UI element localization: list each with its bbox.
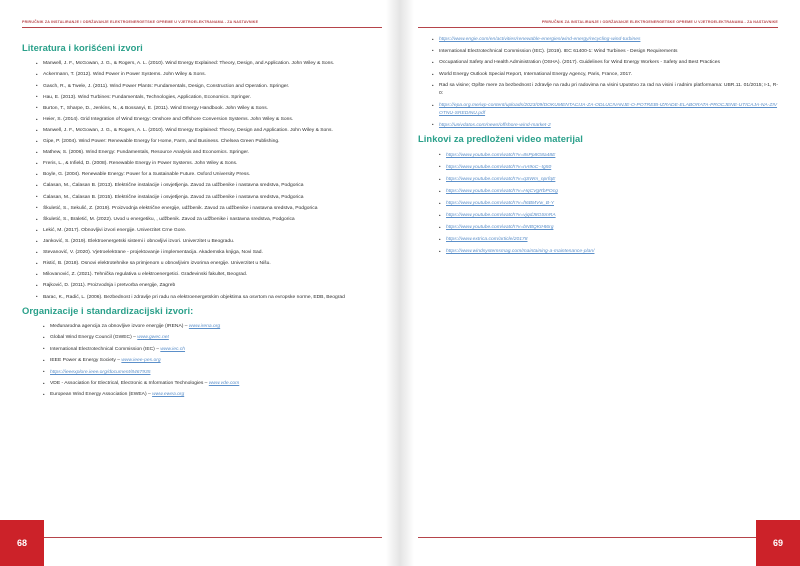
reference-item: • Gasch, R., & Twele, J. (2011). Wind Power Plants: Fundamentals, Design, Construction and Operation. Springer. [38, 83, 382, 91]
reference-item: • Barac, K., Radić, L. (2006). Bezbednost i zdravlje pri radu na elektroenergetskim objektima sa osvrtom na evropske norme, EDB, Beograd [38, 294, 382, 302]
video-link-item [441, 248, 778, 256]
video-link-item [441, 224, 778, 232]
left-page-content [22, 42, 382, 403]
reference-item [434, 36, 778, 44]
organization-item [45, 391, 382, 399]
external-link[interactable]: https://www.youtube.com/watch?v=qSWm_nprfqE [446, 176, 556, 182]
external-link[interactable]: www.gwec.net [137, 335, 169, 341]
literature-heading: Literatura i korišćeni izvori [22, 42, 143, 53]
external-link[interactable]: www.irena.org [188, 323, 221, 329]
external-link[interactable]: www.vde.com [208, 381, 240, 386]
external-link[interactable]: https://epa.org.me/wp-content/uploads/2023/09/DOKUMENTACIJA-ZA-ODLUCIVANJE-O-POTREBI-IZRADE-ELABORATA-PROCJENE-UTICAJA-NA-ZIVOTNU-SREDINU.pdf [439, 103, 778, 117]
running-head-text: PRIRUČNIK ZA INSTALIRANJE I ODRŽAVANJE ELEKTROENERGETSKE OPREME U VJETROELEKTRANAMA - ZA NASTAVNIKE [541, 20, 778, 24]
reference-text: World Energy Outlook Special Report, International Energy Agency, Paris, France, 2017. [439, 71, 633, 77]
reference-item [434, 82, 778, 98]
reference-item: • Manwell, J. F., McGowan, J. G., & Rogers, A. L. (2010). Wind Energy Explained: Theory, Design and Application. John Wiley & Sons. [38, 127, 382, 135]
reference-item: • Manwell, J. F., McGowan, J. G., & Rogers, A. L. (2010). Wind Energy Explained: Theory, Design, and Application. John Wiley & Sons. [38, 60, 382, 68]
organization-label: International Electrotechnical Commission (IEC) – [50, 346, 161, 352]
reference-item: • Mathew, S. (2006). Wind Energy: Fundamentals, Resource Analysis and Economics. Springer. [38, 149, 382, 157]
reference-item: • Ackermann, T. (2012). Wind Power in Power Systems. John Wiley & Sons. [38, 71, 382, 79]
organization-label: European Wind Energy Association (EWEA) – [50, 392, 153, 398]
reference-item: • Rajković, D. (2011). Proizvodnja i pretvorba energije, Zagreb [38, 282, 382, 290]
organizations-heading: Organizacije i standardizacijski izvori: [22, 304, 194, 316]
reference-item [434, 48, 778, 56]
external-link[interactable]: www.iec.ch [160, 346, 186, 352]
continued-references-list [418, 36, 778, 130]
page-number-left: 68 [0, 520, 44, 566]
reference-item: • Stevanović, V. (2020). Vjetroelektrane - projektovanje i implementacija. Akademska knjiga, Novi Sad. [38, 249, 382, 257]
reference-item: • Lekić, M. (2017). Obnovljivi izvori energije. Univerzitet Crne Gore. [38, 227, 382, 235]
external-link[interactable]: www.ieee-pes.org [121, 358, 161, 364]
video-link-item [441, 236, 778, 244]
video-link-item [441, 200, 778, 208]
organization-label: IEEE Power & Energy Society – [50, 358, 122, 364]
reference-item [434, 122, 778, 130]
running-head-left [22, 21, 382, 28]
right-page-content [418, 36, 778, 261]
video-link-item [441, 212, 778, 220]
reference-item: • Hau, E. (2013). Wind Turbines: Fundamentals, Technologies, Application, Economics. Springer. [38, 94, 382, 102]
reference-item: • Škuletić, S., Sekulić, Z. (2019). Proizvodnja električne energije, udžbenik. Zavod za udžbenike i nastavna sredstva, Podgorica [38, 205, 382, 213]
external-link[interactable]: https://www.engie.com/en/activities/renewable-energies/wind-energy/recycling-wind-turbines [439, 37, 641, 42]
reference-item: • Janković, S. (2019). Elektroenergetski sistemi i obnovljivi izvori. Univerzitet u Beogradu. [38, 238, 382, 246]
reference-item [434, 71, 778, 79]
reference-item: • Ćalasan, M., Ćalasan B. (2015). Električne instalacije i osvjetljenja. Zavod za udžbenike i nastavna sredstva, Podgorica [38, 194, 382, 202]
external-link[interactable]: https://univdatos.com/news/offshore-wind-market-2 [439, 122, 551, 128]
reference-text: Rad sa visine; Opšte mere za bezbednost i zdravlje na radu pri radovima na visini Uputstvo za rad na visini i radnim platformama: UBR.11. 01/2015; I-1, R-0: [439, 83, 778, 97]
external-link[interactable]: https://www.windsystemsmag.com/maintaining-a-maintenance-plan/ [446, 249, 595, 255]
external-link[interactable]: https://www.youtube.com/watch?v=vjqdJ8OSmRA [446, 213, 556, 219]
reference-item: • Boyle, G. (2004). Renewable Energy: Power for a Sustainable Future. Oxford University Press. [38, 171, 382, 179]
external-link[interactable]: https://www.youtube.com/watch?v=HqCVgRbPOcg [446, 188, 558, 194]
page-number-right: 69 [756, 520, 800, 566]
external-link[interactable]: https://www.youtube.com/watch?v=nA9oC--tg50 [446, 164, 552, 170]
footer-rule-left [44, 537, 382, 539]
video-links-list [418, 152, 778, 257]
organization-item [45, 357, 382, 365]
external-link[interactable]: https://www.youtube.com/watch?v=8sPp8G8a48E [446, 152, 556, 158]
reference-item [434, 102, 778, 118]
video-link-item [441, 188, 778, 196]
external-link[interactable]: www.ewea.org [152, 392, 185, 398]
reference-item: • Gipe, P. (2004). Wind Power: Renewable Energy for Home, Farm, and Business. Chelsea Green Publishing. [38, 138, 382, 146]
running-head-rule [22, 27, 382, 28]
organization-label: Međunarodna agencija za obnovljive izvore energije (IRENA) – [50, 323, 189, 329]
video-link-item [441, 176, 778, 184]
organization-item [45, 323, 382, 331]
reference-item: • Ristić, B. (2018). Osnovi elektrotehnike sa primjenom u obnovljivim izvorima energije. Univerzitet u Nišu. [38, 260, 382, 268]
organization-label: Global Wind Energy Council (GWEC) – [50, 335, 138, 341]
organization-item [45, 369, 382, 377]
page-right [400, 0, 800, 566]
footer-rule-right [418, 537, 756, 539]
literature-list [22, 60, 382, 301]
reference-item: • Burton, T., Sharpe, D., Jenkins, N., & Bossanyi, E. (2011). Wind Energy Handbook. John Wiley & Sons. [38, 105, 382, 113]
reference-item: • Škuletić, S., Braletić, M. (2022). Uvod u energetiku, , udžbenik. Zavod za udžbenike i nastavna sredstva, Podgorica [38, 216, 382, 224]
external-link[interactable]: https://ieeexplore.ieee.org/document/8467935 [50, 369, 151, 375]
reference-item: • Milovanović, Z. (2021). Tehnička regulativa u elektroenergetici. Građevinski fakultet, Beograd. [38, 271, 382, 279]
external-link[interactable]: https://www.youtube.com/watch?v=bNBQKIHt6rg [446, 225, 554, 231]
reference-item: • Ćalasan, M., Ćalasan B. (2013). Električne instalacije i osvjetljenja. Zavod za udžbenike i nastavna sredstva, Podgorica [38, 182, 382, 190]
reference-text: International Electrotechnical Commission (IEC). (2019). IEC 61400-1: Wind Turbines - Design Requirements [439, 48, 678, 54]
reference-item: • Heier, S. (2014). Grid Integration of Wind Energy: Onshore and Offshore Conversion Systems. John Wiley & Sons. [38, 116, 382, 124]
running-head-right [418, 21, 778, 28]
reference-text: Occupational Safety and Health Administration (OSHA). (2017). Guidelines for Wind Energy Workers - Safety and Best Practices [439, 60, 720, 66]
running-head-text: PRIRUČNIK ZA INSTALIRANJE I ODRŽAVANJE ELEKTROENERGETSKE OPREME U VJETROELEKTRANAMA - ZA NASTAVNIKE [22, 20, 259, 24]
organization-item [45, 334, 382, 342]
organization-label: VDE - Association for Electrical, Electronic & Information Technologies – [50, 381, 209, 386]
video-link-item [441, 152, 778, 160]
reference-item: • Freris, L., & Infield, D. (2008). Renewable Energy in Power Systems. John Wiley & Sons. [38, 160, 382, 168]
running-head-rule [418, 27, 778, 28]
external-link[interactable]: https://www.extrica.com/article/20178 [446, 237, 528, 243]
reference-item [434, 59, 778, 67]
organization-item [45, 380, 382, 388]
video-heading: Linkovi za predloženi video materijal [418, 133, 583, 145]
video-link-item [441, 164, 778, 172]
organization-item [45, 346, 382, 354]
organizations-list [22, 323, 382, 399]
external-link[interactable]: https://www.youtube.com/watch?v=fI6BMVw_B-Y [446, 201, 554, 207]
